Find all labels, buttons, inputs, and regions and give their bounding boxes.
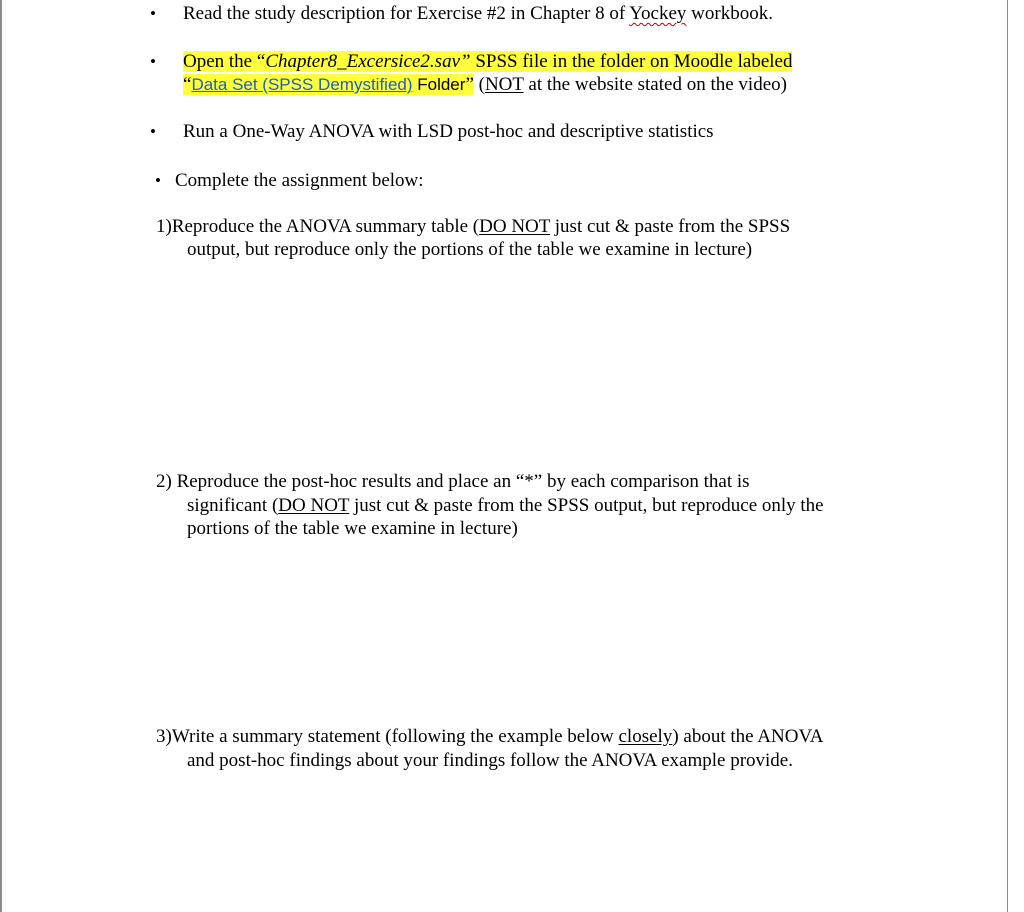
bullet-item-complete: Complete the assignment below: — [175, 170, 424, 191]
question-1: 1)Reproduce the ANOVA summary table (DO NOT just cut & paste from the SPSS — [156, 216, 791, 237]
bullet-item-read-study: Read the study description for Exercise #2 in Chapter 8 of Yockey workbook. — [183, 3, 773, 24]
bullet-item-run-anova: Run a One-Way ANOVA with LSD post-hoc and descriptive statistics — [183, 121, 714, 142]
spelling-flagged-word[interactable]: Yockey — [629, 3, 687, 24]
bullet-item-open-file: Open the “Chapter8_Excersice2.sav” SPSS file in the folder on Moodle labeled — [183, 51, 793, 72]
bullet-icon: • — [150, 52, 156, 71]
question-2-line2: significant (DO NOT just cut & paste from the SPSS output, but reproduce only the — [187, 495, 824, 516]
page-edge — [1007, 0, 1008, 912]
question-3: 3)Write a summary statement (following the example below closely) about the ANOVA — [156, 726, 824, 747]
question-3-line2: and post-hoc findings about your findings follow the ANOVA example provide. — [187, 750, 793, 771]
bullet-icon: • — [155, 171, 161, 190]
question-2: 2) Reproduce the post-hoc results and place an “*” by each comparison that is — [156, 471, 750, 492]
bullet-icon: • — [150, 122, 156, 141]
moodle-folder-link[interactable]: Data Set (SPSS Demystified) — [191, 75, 413, 94]
page-edge — [0, 0, 2, 912]
question-2-line3: portions of the table we examine in lecture) — [187, 518, 518, 539]
question-1-line2: output, but reproduce only the portions of the table we examine in lecture) — [187, 239, 753, 260]
file-name: Chapter8_Excersice2.sav” — [265, 51, 471, 72]
bullet-item-open-file-line2: “Data Set (SPSS Demystified) Folder” (NOT at the website stated on the video) — [183, 74, 787, 95]
bullet-icon: • — [150, 4, 156, 23]
